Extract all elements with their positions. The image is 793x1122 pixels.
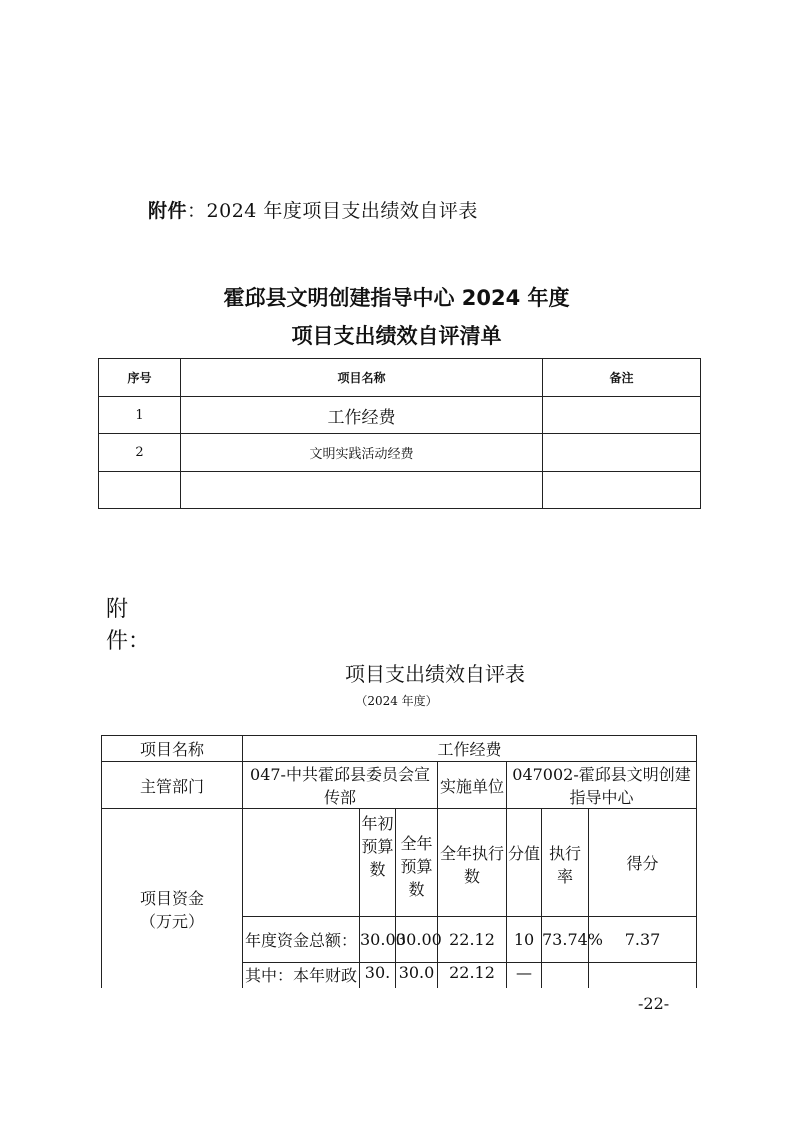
impl-label: 实施单位	[438, 762, 507, 809]
row-no	[99, 472, 181, 509]
project-list-table	[98, 358, 701, 509]
row-initial: 30.	[360, 963, 396, 989]
row-label: 其中：本年财政	[243, 963, 360, 989]
full-budget-header: 全年预算数	[396, 809, 438, 917]
row-rate	[542, 963, 589, 989]
row-score	[589, 963, 697, 989]
row-name: 文明实践活动经费	[181, 434, 543, 472]
row-full: 30.0	[396, 963, 438, 989]
row-full: 30.00	[396, 917, 438, 963]
executed-header: 全年执行数	[438, 809, 507, 917]
row-name: 工作经费	[181, 397, 543, 434]
project-name-label: 项目名称	[102, 736, 243, 762]
dept-label: 主管部门	[102, 762, 243, 809]
eval-title: 项目支出绩效自评表	[345, 662, 525, 686]
funds-label	[102, 809, 243, 989]
row-note	[543, 472, 701, 509]
attachment-colon: ：	[187, 200, 207, 222]
row-score-value: —	[507, 963, 542, 989]
eval-table	[101, 735, 697, 988]
page-number: -22-	[638, 994, 670, 1013]
row-note	[543, 434, 701, 472]
table-row	[99, 434, 701, 472]
attachment-header	[148, 196, 478, 223]
list-title-line2: 项目支出绩效自评清单	[291, 324, 502, 348]
table-row	[99, 472, 701, 509]
score-header: 得分	[589, 809, 697, 917]
exec-rate-header: 执行率	[542, 809, 589, 917]
row-no: 1	[99, 397, 181, 434]
row-score-value: 10	[507, 917, 542, 963]
row-name	[181, 472, 543, 509]
attachment2-label	[106, 594, 151, 658]
row-executed: 22.12	[438, 963, 507, 989]
header-note: 备注	[543, 359, 701, 397]
row-rate: 73.74%	[542, 917, 589, 963]
row-no: 2	[99, 434, 181, 472]
row-executed: 22.12	[438, 917, 507, 963]
project-name-value: 工作经费	[243, 736, 697, 762]
attachment2-line2: 件：	[106, 629, 151, 654]
row-note	[543, 397, 701, 434]
header-name: 项目名称	[181, 359, 543, 397]
eval-year: （2024 年度）	[355, 694, 438, 708]
initial-budget-header: 年初预算数	[360, 809, 396, 917]
row-initial: 30.00	[360, 917, 396, 963]
table-row	[99, 397, 701, 434]
table-header-row	[99, 359, 701, 397]
dept-value: 047-中共霍邱县委员会宣传部	[243, 762, 438, 809]
funds-empty-header	[243, 809, 360, 917]
impl-value: 047002-霍邱县文明创建指导中心	[507, 762, 697, 809]
attachment-text: 2024 年度项目支出绩效自评表	[206, 200, 478, 222]
list-title-line1: 霍邱县文明创建指导中心 2024 年度	[223, 286, 570, 310]
attachment2-line1: 附	[106, 597, 129, 622]
header-no: 序号	[99, 359, 181, 397]
score-value-header: 分值	[507, 809, 542, 917]
eval-table-clip	[100, 735, 700, 988]
row-label: 年度资金总额：	[243, 917, 360, 963]
funds-label-line2: （万元）	[139, 911, 204, 931]
row-score: 7.37	[589, 917, 697, 963]
funds-label-line1: 项目资金	[139, 888, 204, 908]
attachment-label: 附件	[148, 200, 188, 222]
